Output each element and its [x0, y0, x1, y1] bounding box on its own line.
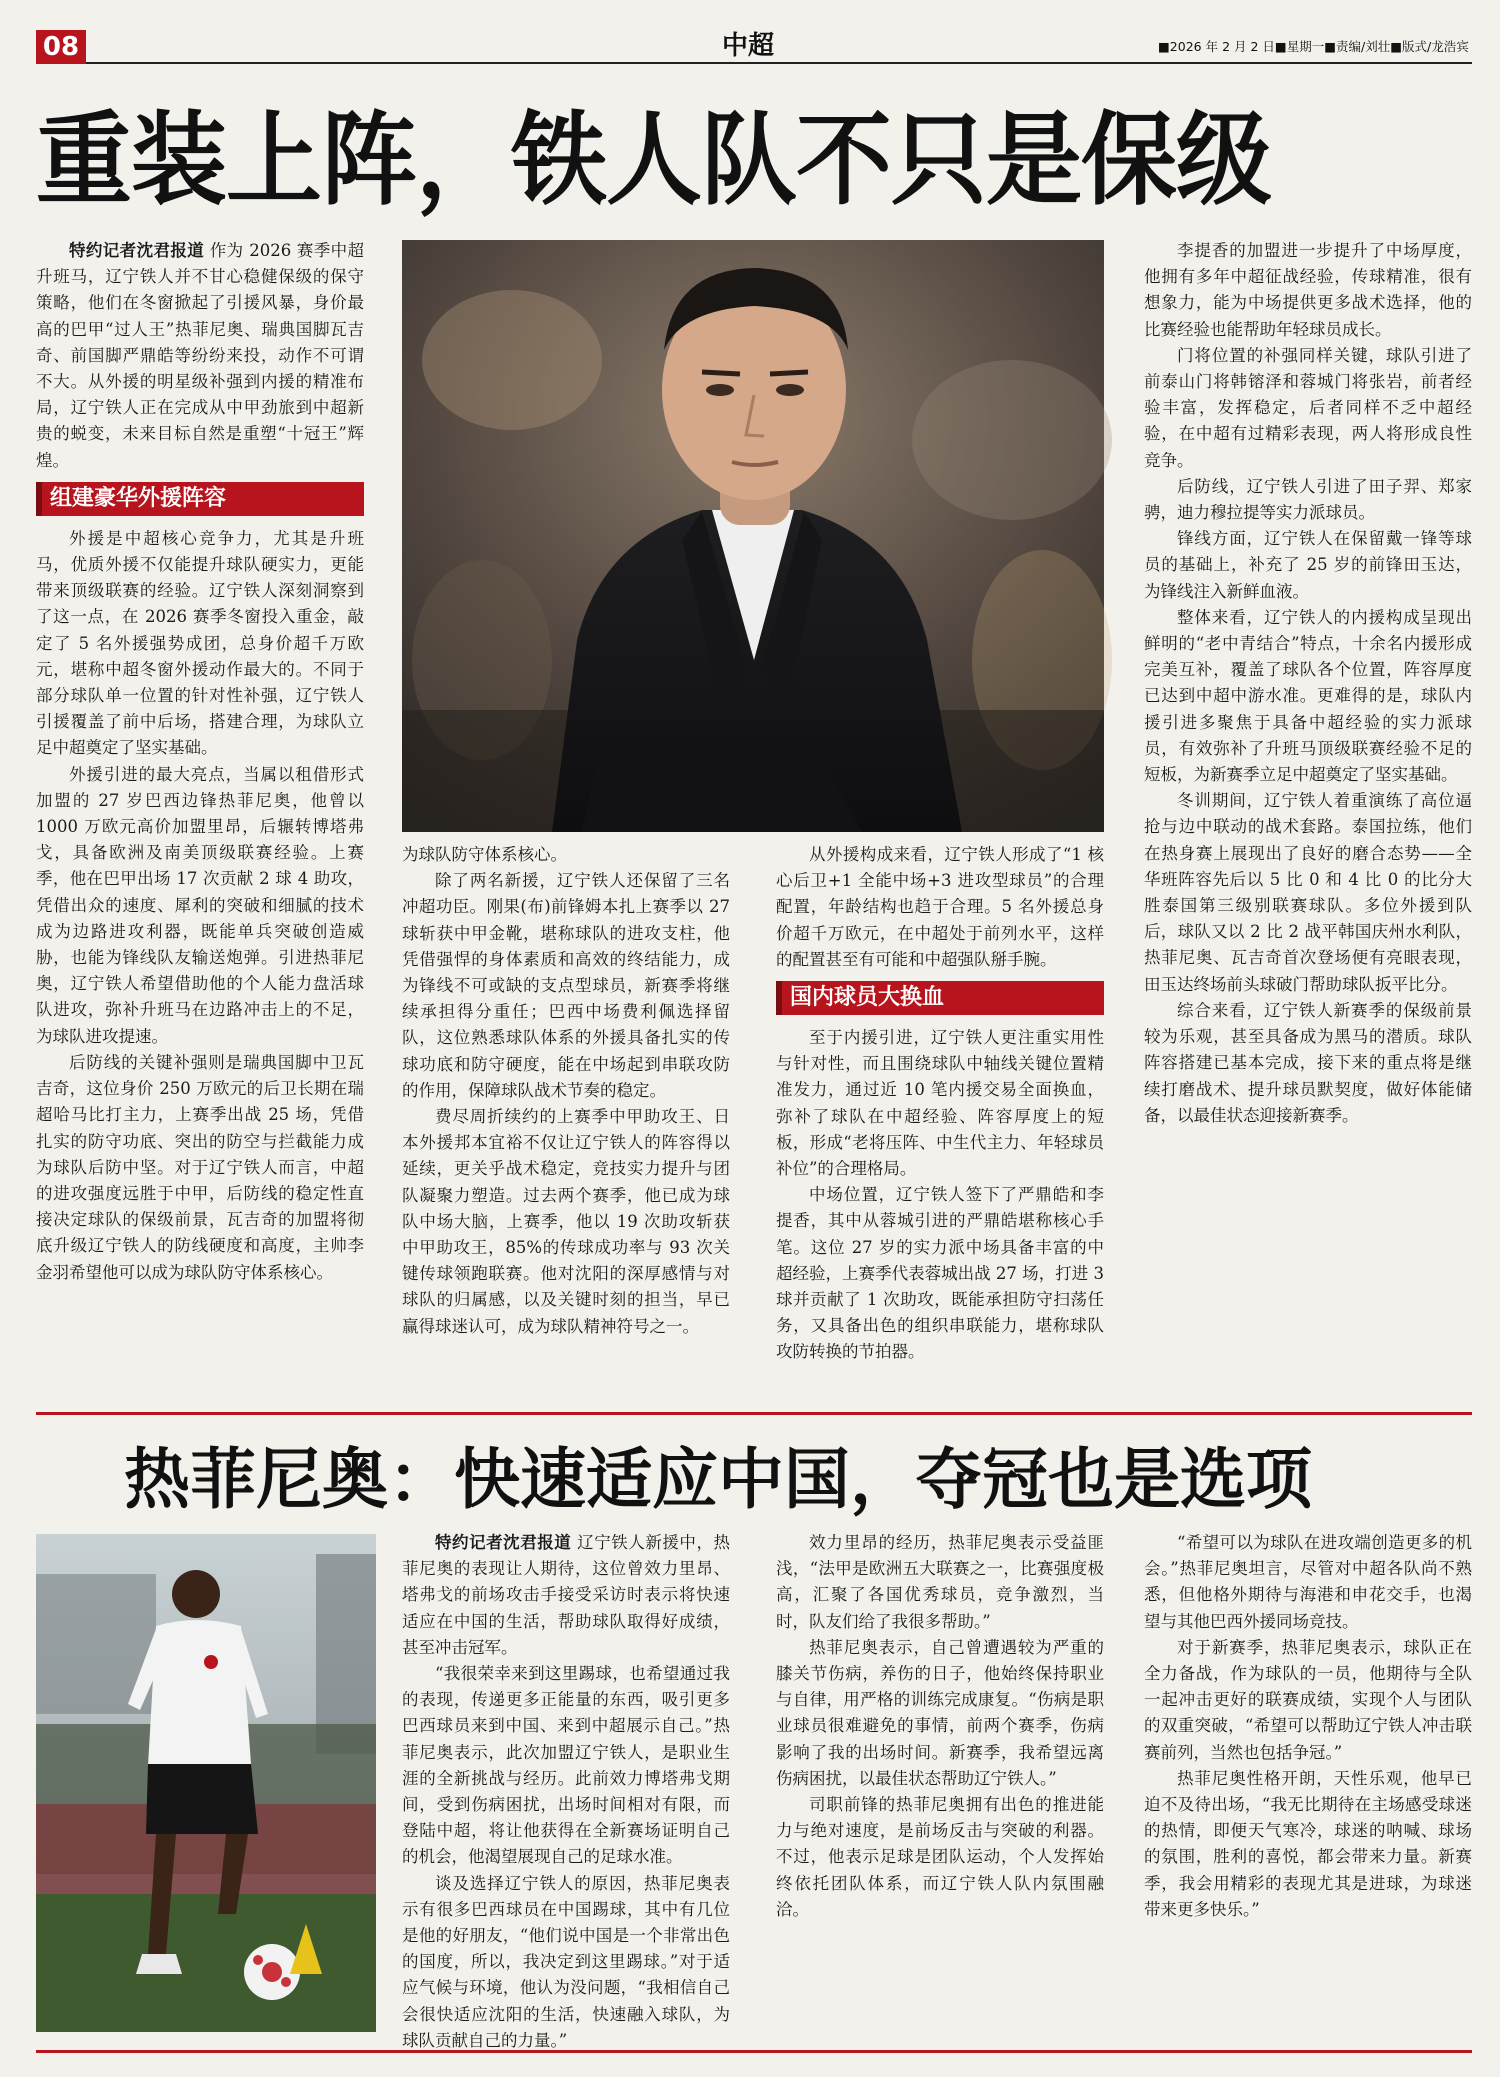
- story2-paragraph: 对于新赛季，热菲尼奥表示，球队正在全力备战，作为球队的一员，他期待与全队一起冲击更好的联赛成绩，实现个人与团队的双重突破，“希望可以帮助辽宁铁人冲击联赛前列，当然也包括争冠。”: [1144, 1637, 1472, 1762]
- story2-paragraph: 谈及选择辽宁铁人的原因，热菲尼奥表示有很多巴西球员在中国踢球，其中有几位是他的好朋友，“他们说中国是一个非常出色的国度，所以，我决定到这里踢球。”对于适应气候与环境，他认为没问题，“我相信自己会很快适应沈阳的生活，快速融入球队，为球队贡献自己的力量。”: [402, 1873, 730, 2050]
- story1-paragraph: 除了两名新援，辽宁铁人还保留了三名冲超功臣。刚果(布)前锋姆本扎上赛季以 27 球斩获中甲金靴，堪称球队的进攻支柱，他凭借强悍的身体素质和高效的终结能力，成为锋线不可或缺的支点型球员，新赛季将继续承担得分重任；巴西中场费利佩选择留队，这位熟悉球队体系的外援具备扎实的传球功底和防守硬度，能在中场起到串联攻防的作用，保障球队战术节奏的稳定。: [402, 871, 730, 1100]
- second-headline: 热菲尼奥：快速适应中国，夺冠也是选项: [124, 1441, 1312, 1518]
- story1-paragraph: 锋线方面，辽宁铁人在保留戴一锋等球员的基础上，补充了 25 岁的前锋田玉达，为锋线注入新鲜血液。: [1144, 529, 1472, 601]
- story1-column-1: [36, 238, 364, 1390]
- story1-paragraph: 外援是中超核心竞争力，尤其是升班马，优质外援不仅能提升球队硬实力，更能带来顶级联赛的经验。辽宁铁人深刻洞察到了这一点，在 2026 赛季冬窗投入重金，敲定了 5 名外援强势成团，总身价超千万欧元，堪称中超冬窗外援动作最大的。不同于部分球队单一位置的针对性补强，辽宁铁人引援覆盖了前中后场，搭建合理，为球队立足中超奠定了坚实基础。: [36, 528, 364, 758]
- byline: 特约记者沈君报道: [69, 241, 205, 260]
- story1-paragraph: 后防线，辽宁铁人引进了田子羿、郑家骋，迪力穆拉提等实力派球员。: [1144, 476, 1472, 523]
- section-title: 中超: [722, 31, 775, 61]
- player-photo: [36, 1534, 376, 2032]
- story2-paragraph: “希望可以为球队在进攻端创造更多的机会。”热菲尼奥坦言，尽管对中超各队尚不熟悉，但他格外期待与海港和申花交手，也渴望与其他巴西外援同场竞技。: [1144, 1533, 1472, 1631]
- man-in-dark-suit-photo: [402, 240, 1104, 832]
- story2-column-3: [1144, 1530, 1472, 2038]
- story2-column-2: [776, 1530, 1104, 2038]
- story1-paragraph: 为球队防守体系核心。: [402, 845, 567, 864]
- story1-paragraph: 至于内援引进，辽宁铁人更注重实用性与针对性，而且围绕球队中轴线关键位置精准发力，通过近 10 笔内援交易全面换血，弥补了球队在中超经验、阵容厚度上的短板，形成“老将压阵、中生代主力、年轻球员补位”的合理格局。: [776, 1028, 1104, 1179]
- story2-paragraph: 效力里昂的经历，热菲尼奥表示受益匪浅，“法甲是欧洲五大联赛之一，比赛强度极高，汇聚了各国优秀球员，竞争激烈，当时，队友们给了我很多帮助。”: [776, 1533, 1104, 1631]
- story-divider: [36, 1412, 1472, 1415]
- story1-paragraph: 外援引进的最大亮点，当属以租借形式加盟的 27 岁巴西边锋热菲尼奥，他曾以 1000 万欧元高价加盟里昂，后辗转博塔弗戈，具备欧洲及南美顶级联赛经验。上赛季，他在巴甲出场 17 次贡献 2 球 4 助攻，凭借出众的速度、犀利的突破和细腻的技术成为边路进攻利器，既能单兵突破创造威胁，也能为锋线队友输送炮弹。引进热菲尼奥，辽宁铁人希望借助他的个人能力盘活球队进攻，弥补升班马在边路冲击上的不足，为球队进攻提速。: [36, 764, 364, 1046]
- subhead-foreign-players: 组建豪华外援阵容: [36, 482, 364, 516]
- page-number: 08: [36, 30, 86, 64]
- story1-paragraph: 李提香的加盟进一步提升了中场厚度，他拥有多年中超征战经验，传球精准，很有想象力，能为中场提供更多战术选择，他的比赛经验也能帮助年轻球员成长。: [1144, 241, 1472, 339]
- subhead-domestic-players: 国内球员大换血: [776, 981, 1104, 1015]
- issue-meta: ■2026 年 2 月 2 日■星期一■责编/刘壮■版式/龙浩宾: [1158, 39, 1469, 54]
- story2-paragraph: 热菲尼奥表示，自己曾遭遇较为严重的膝关节伤病，养伤的日子，他始终保持职业与自律，用严格的训练完成康复。“伤病是职业球员很难避免的事情，前两个赛季，伤病影响了我的出场时间。新赛季，我希望远离伤病困扰，以最佳状态帮助辽宁铁人。”: [776, 1637, 1104, 1788]
- story1-column-2: [402, 842, 730, 1390]
- story1-paragraph: 冬训期间，辽宁铁人着重演练了高位逼抢与边中联动的战术套路。泰国拉练，他们在热身赛上展现出了良好的磨合态势——全华班阵容先后以 5 比 0 和 4 比 0 的比分大胜泰国第三级别联赛球队。多位外援到队后，球队又以 2 比 2 战平韩国庆州水利队，热菲尼奥、瓦吉奇首次登场便有亮眼表现，田玉达终场前头球破门帮助球队扳平比分。: [1144, 791, 1472, 994]
- story1-paragraph: 整体来看，辽宁铁人的内援构成呈现出鲜明的“老中青结合”特点，十余名内援形成完美互补，覆盖了球队各个位置，阵容厚度已达到中超中游水准。更难得的是，球队内援引进多聚焦于具备中超经验的实力派球员，有效弥补了升班马顶级联赛经验不足的短板，为新赛季立足中超奠定了坚实基础。: [1144, 607, 1472, 785]
- footer-rule: [36, 2050, 1472, 2053]
- coach-photo: [402, 240, 1104, 832]
- story1-paragraph: 综合来看，辽宁铁人新赛季的保级前景较为乐观，甚至具备成为黑马的潜质。球队阵容搭建已基本完成，接下来的重点将是继续打磨战术、提升球员默契度，做好体能储备，以最佳状态迎接新赛季。: [1144, 1000, 1472, 1125]
- story1-paragraph: 从外援构成来看，辽宁铁人形成了“1 核心后卫+1 全能中场+3 进攻型球员”的合理配置，年龄结构也趋于合理。5 名外援总身价超千万欧元，在中超处于前列水平，这样的配置甚至有可能和中超强队掰手腕。: [776, 845, 1104, 969]
- story2-paragraph: “我很荣幸来到这里踢球，也希望通过我的表现，传递更多正能量的东西，吸引更多巴西球员来到中国、来到中超展示自己。”热菲尼奥表示，此次加盟辽宁铁人，是职业生涯的全新挑战与经历。此前效力博塔弗戈期间，受到伤病困扰，出场时间相对有限，而登陆中超，将让他获得在全新赛场证明自己的机会，他渴望展现自己的足球水准。: [402, 1664, 730, 1867]
- story1-paragraph: 中场位置，辽宁铁人签下了严鼎皓和李提香，其中从蓉城引进的严鼎皓堪称核心手笔。这位 27 岁的实力派中场具备丰富的中超经验，上赛季代表蓉城出战 27 场，打进 3 球并贡献了 1 次助攻，既能承担防守扫荡任务，又具备出色的组织串联能力，堪称球队攻防转换的节拍器。: [776, 1185, 1104, 1362]
- story1-column-3: [776, 842, 1104, 1390]
- story2-paragraph: 司职前锋的热菲尼奥拥有出色的推进能力与绝对速度，是前场反击与突破的利器。不过，他表示足球是团队运动，个人发挥始终依托团队体系，而辽宁铁人队内氛围融洽。: [776, 1795, 1104, 1919]
- story1-paragraph: 后防线的关键补强则是瑞典国脚中卫瓦吉奇，这位身价 250 万欧元的后卫长期在瑞超哈马比打主力，上赛季出战 25 场，凭借扎实的防守功底、突出的防空与拦截能力成为球队后防中坚。对于辽宁铁人而言，中超的进攻强度远胜于中甲，后防线的稳定性直接决定球队的保级前景，瓦吉奇的加盟将彻底升级辽宁铁人的防线硬度和高度，主帅李金羽希望他可以成为球队防守体系核心。: [36, 1052, 364, 1282]
- footballer-dribbling-photo: [36, 1534, 376, 2032]
- story2-paragraph: 热菲尼奥性格开朗，天性乐观，他早已迫不及待出场，“我无比期待在主场感受球迷的热情，即便天气寒冷，球迷的呐喊、球场的氛围，胜利的喜悦，都会带来力量。新赛季，我会用精彩的表现尤其是进球，为球迷带来更多快乐。”: [1144, 1768, 1472, 1919]
- header-rule: [86, 62, 1472, 64]
- story2-column-1: [402, 1530, 731, 2050]
- story1-paragraph: 门将位置的补强同样关键，球队引进了前泰山门将韩镕泽和蓉城门将张岩，前者经验丰富，发挥稳定，后者同样不乏中超经验，在中超有过精彩表现，两人将形成良性竞争。: [1144, 345, 1472, 470]
- story1-lead: 作为 2026 赛季中超升班马，辽宁铁人并不甘心稳健保级的保守策略，他们在冬窗掀起了引援风暴，身价最高的巴甲“过人王”热菲尼奥、瑞典国脚瓦吉奇、前国脚严鼎皓等纷纷来投，动作不可谓不大。从外援的明星级补强到内援的精准布局，辽宁铁人正在完成从中甲劲旅到中超新贵的蜕变，未来目标自然是重塑“十冠王”辉煌。: [36, 241, 365, 470]
- story2-lead: 辽宁铁人新援中，热菲尼奥的表现让人期待，这位曾效力里昂、塔弗戈的前场攻击手接受采访时表示将快速适应在中国的生活，帮助球队取得好成绩，甚至冲击冠军。: [402, 1533, 731, 1657]
- story1-paragraph: 费尽周折续约的上赛季中甲助攻王、日本外援邦本宜裕不仅让辽宁铁人的阵容得以延续，更关乎战术稳定，竞技实力提升与团队凝聚力塑造。过去两个赛季，他已成为球队中场大脑，上赛季，他以 19 次助攻斩获中甲助攻王，85%的传球成功率与 93 次关键传球领跑联赛。他对沈阳的深厚感情与对球队的归属感，以及关键时刻的担当，早已赢得球迷认可，成为球队精神符号之一。: [402, 1107, 730, 1336]
- story1-column-4: [1144, 238, 1472, 1390]
- main-headline: 重装上阵，铁人队不只是保级: [36, 101, 1272, 219]
- byline-2: 特约记者沈君报道: [435, 1533, 572, 1552]
